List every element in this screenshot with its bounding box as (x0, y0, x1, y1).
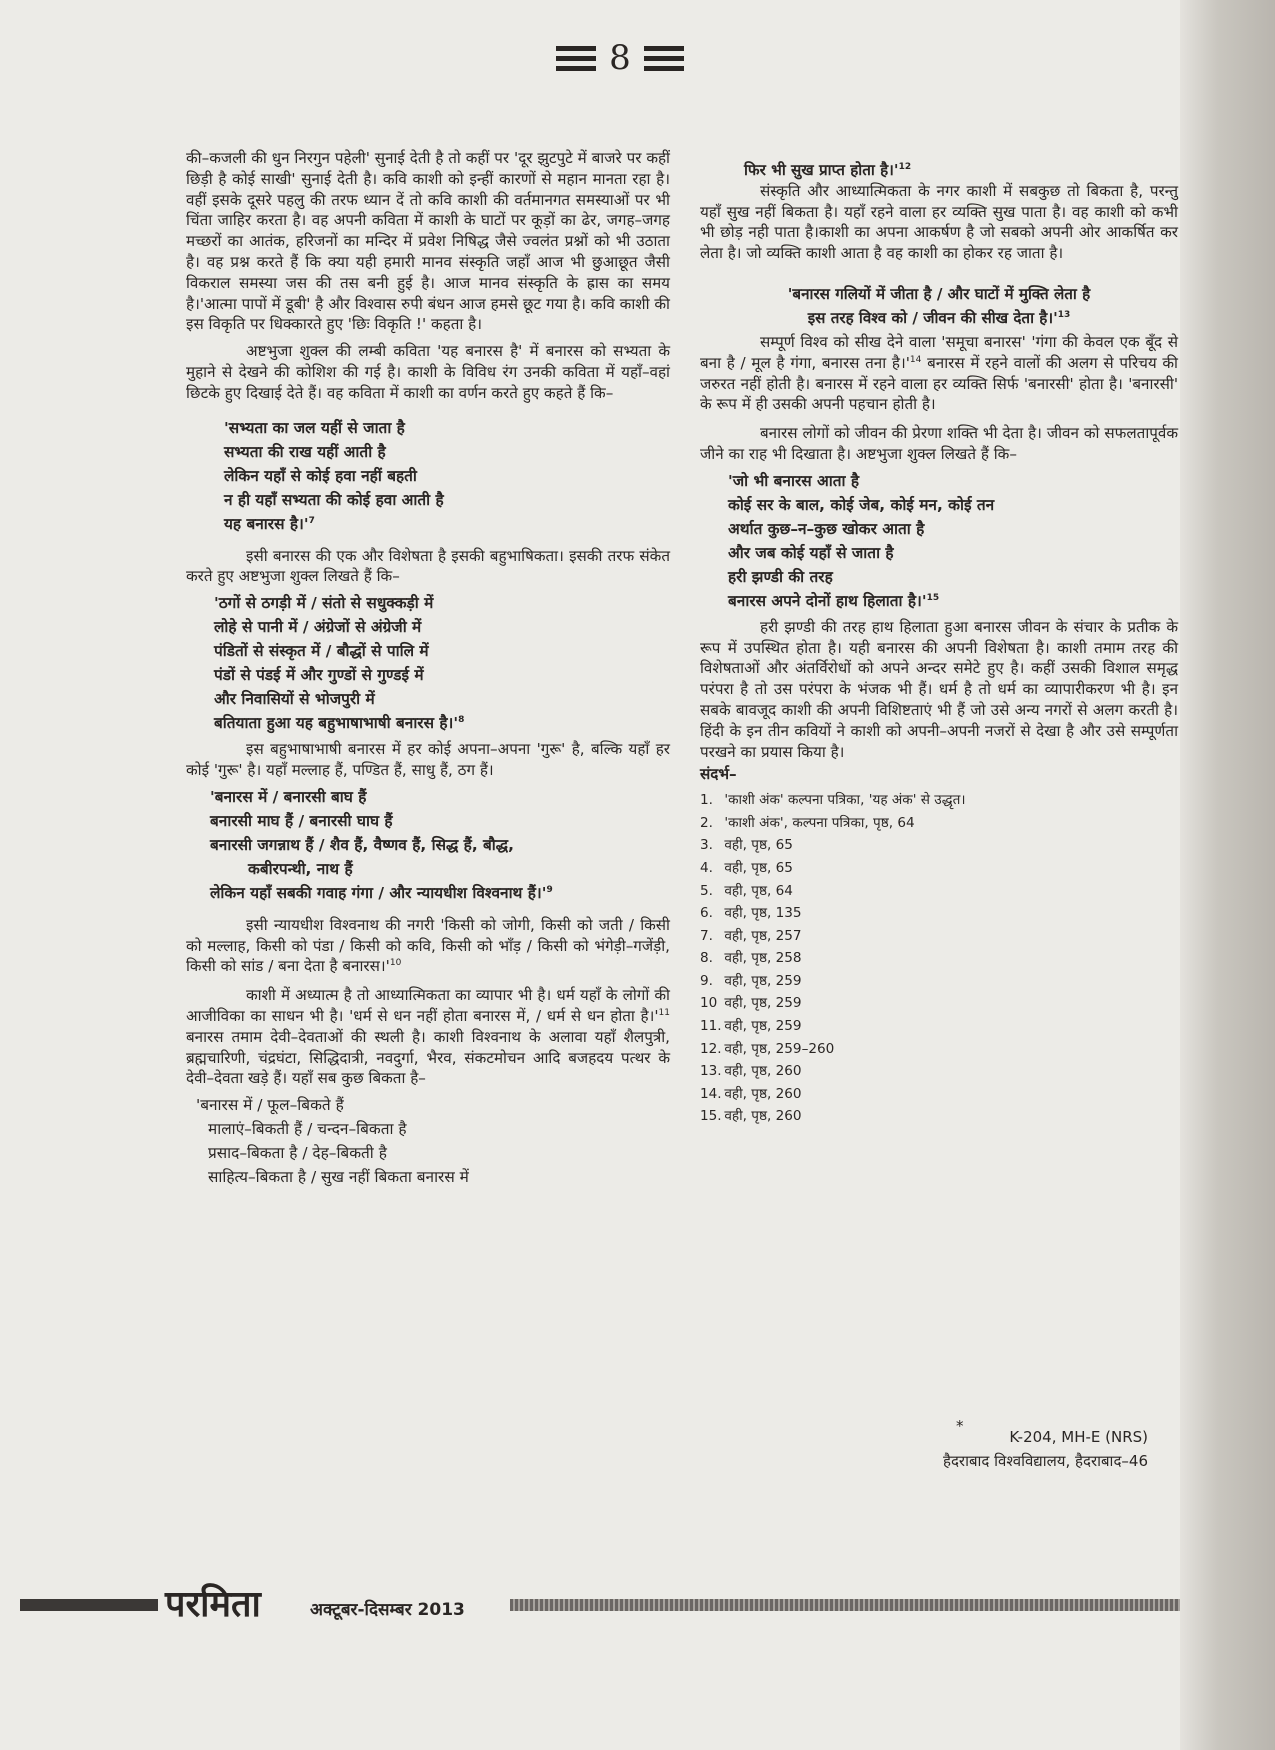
poem-line: बनारसी जगन्नाथ हैं / शैव हैं, वैष्णव हैं, सिद्ध हैं, बौद्ध, (210, 835, 514, 854)
author-line-1: K-204, MH-E (NRS) (1009, 1428, 1148, 1446)
poem-line: लेकिन यहाँ से कोई हवा नहीं बहती (224, 466, 417, 485)
reference-item: 3. वही, पृष्ठ, 65 (700, 837, 793, 854)
poem-line: बनारसी माघ हैं / बनारसी घाघ हैं (210, 811, 393, 830)
poem-line: और जब कोई यहाँ से जाता है (728, 543, 894, 562)
left-column (186, 148, 670, 1193)
poem-line: और निवासियों से भोजपुरी में (214, 690, 375, 709)
footer-band-left (20, 1599, 158, 1611)
poem-line: हरी झण्डी की तरह (728, 567, 833, 586)
quote-banaras-galiyon (700, 282, 1178, 330)
paragraph: संस्कृति और आध्यात्मिकता के नगर काशी में सबकुछ तो बिकता है, परन्तु यहाँ सुख नहीं बिकता है। यहाँ रहने वाला हर व्यक्ति सुख पाता है। वह काशी को कभी भी छोड़ नही पाता है।काशी का अपना आकर्षण है जो सबको अपनी ओर आकर्षित कर लेता है। जो व्यक्ति काशी आता है वह काशी का होकर रह जाता है। (700, 181, 1178, 263)
author-address (848, 1417, 1148, 1473)
paragraph: बनारस लोगों को जीवन की प्रेरणा शक्ति भी देता है। जीवन को सफलतापूर्वक जीने का राह भी दिखाता है। अष्टभुजा शुक्ल लिखते हैं कि– (700, 424, 1178, 463)
page-number-right-ornament (644, 38, 690, 78)
author-star: * (956, 1417, 964, 1435)
references-heading: संदर्भ– (700, 765, 737, 784)
poem-line: न ही यहाँ सभ्यता की कोई हवा आती है (224, 490, 444, 509)
quote-line: इस तरह विश्व को / जीवन की सीख देता $है।'^{13}$ (807, 308, 1071, 327)
footnote-marker: 7 (308, 515, 315, 526)
reference-item: 13. वही, पृष्ठ, 260 (700, 1063, 802, 1080)
reference-item: 10 वही, पृष्ठ, 259 (700, 995, 802, 1012)
poem-banaras-mein (210, 785, 670, 905)
poem-line: 'बनारस में / फूल–बिकते हैं (196, 1096, 344, 1115)
poem-line: बनारस अपने दोनों हाथ हिलाता $है।'^{15}$ (728, 591, 940, 610)
poem-line: अर्थात कुछ–न–कुछ खोकर आता है (728, 519, 925, 538)
poem-line: 'ठगों से ठगड़ी में / संतो से सधुक्कड़ी में (214, 594, 434, 613)
poem-bikta-hai (196, 1093, 670, 1189)
poem-line: साहित्य–बिकता है / सुख नहीं बिकता बनारस में (208, 1168, 469, 1187)
paragraph: इस बहुभाषाभाषी बनारस में हर कोई अपना–अपना 'गुरू' है, बल्कि यहाँ हर कोई 'गुरू' है। यहाँ मल्लाह हैं, पण्डित हैं, साधु हैं, ठग हैं। (186, 740, 670, 779)
poem-line: कोई सर के बाल, कोई जेब, कोई मन, कोई तन (728, 495, 995, 514)
poem-line: कबीरपन्थी, नाथ हैं (248, 859, 353, 878)
footnote-marker: 9 (546, 884, 553, 895)
poem-line: फिर भी सुख प्राप्त होता $है।'^{12}$ (744, 161, 912, 179)
footnote-marker: 8 (458, 715, 465, 726)
reference-item: 14. वही, पृष्ठ, 260 (700, 1085, 802, 1102)
reference-item: 12. वही, पृष्ठ, 259–260 (700, 1040, 835, 1057)
poem-line: लेकिन यहाँ सबकी गवाह गंगा / और न्यायधीश विश्वनाथ $हैं।'^9$ (210, 883, 553, 902)
reference-item: 4. वही, पृष्ठ, 65 (700, 859, 793, 876)
poem-line: पंडितों से संस्कृत में / बौद्धों से पालि में (214, 642, 429, 661)
reference-item: 1. 'काशी अंक' कल्पना पत्रिका, 'यह अंक' से उद्धृत। (700, 792, 966, 809)
page-number-header (0, 38, 1240, 78)
footnote-marker: 13 (1057, 309, 1071, 320)
reference-item: 5. वही, पृष्ठ, 64 (700, 882, 793, 899)
poem-line: 'बनारस में / बनारसी बाघ हैं (210, 787, 367, 806)
poem-yah-banaras (224, 416, 670, 536)
reference-item: 9. वही, पृष्ठ, 259 (700, 972, 802, 989)
magazine-title: परमिता (165, 1584, 261, 1625)
reference-item: 7. वही, पृष्ठ, 257 (700, 927, 802, 944)
paragraph: हरी झण्डी की तरह हाथ हिलाता हुआ बनारस जीवन के संचार के प्रतीक के रूप में उपस्थित होता है। यही बनारस की अपनी विशेषता है। काशी तमाम तरह की विशेषताओं और अंतर्विरोधों को अपने अन्दर समेटे हुए है। कहीं उसकी विशाल समृद्ध परंपरा है तो उस परंपरा के भंजक भी हैं। धर्म है तो धर्म का व्यापारीकरण भी है। इन सबके बावजूद काशी की अपनी विशिष्टताएं भी हैं जो उसे अन्य नगरों से अलग करती है। हिंदी के इन तीन कवियों ने काशी को अपनी–अपनी नजरों से देखा है और उसे सम्पूर्णता परखने का प्रयास किया है। (700, 617, 1178, 761)
quote-line: 'बनारस गलियों में जीता है / और घाटों में मुक्ति लेता है (787, 284, 1091, 303)
reference-item: 6. वही, पृष्ठ, 135 (700, 905, 802, 922)
footnote-marker: 12 (898, 161, 912, 172)
page-footer (20, 1585, 1240, 1629)
footnote-marker: 11 (658, 1007, 670, 1018)
footnote-marker: 14 (909, 354, 922, 365)
poem-line: लोहे से पानी में / अंग्रेजों से अंग्रेजी में (214, 618, 422, 637)
footer-band-right (510, 1599, 1240, 1611)
poem-line: बतियाता हुआ यह बहुभाषाभाषी बनारस $है।'^8$ (214, 714, 465, 733)
paragraph: इसी न्यायधीश विश्वनाथ की नगरी 'किसी को जोगी, किसी को जती / किसी को मल्लाह, किसी को पंडा / किसी को कवि, किसी को भाँड़ / किसी को भंगेड़ी–गजेंड़ी, किसी को सांड / बना देता है $बनारस।'^{10}$ (186, 915, 670, 976)
page-number: 8 (609, 38, 631, 78)
poem-line: यह बनारस $है।'^7$ (224, 514, 315, 533)
poem-jo-bhi-banaras (728, 469, 1178, 613)
poem-line: मालाएं–बिकती हैं / चन्दन–बिकता है (208, 1120, 407, 1139)
reference-item: 8. वही, पृष्ठ, 258 (700, 950, 802, 967)
reference-item: 15. वही, पृष्ठ, 260 (700, 1108, 802, 1125)
poem-line: पंडों से पंडई में और गुण्डों से गुण्डई में (214, 666, 424, 685)
author-line-2: हैदराबाद विश्वविद्यालय, हैदराबाद–46 (943, 1452, 1148, 1470)
right-column (700, 160, 1178, 1128)
reference-item: 11. वही, पृष्ठ, 259 (700, 1018, 802, 1035)
footnote-marker: 15 (926, 592, 940, 603)
poem-line: सभ्यता की राख यहीं आती है (224, 442, 386, 461)
binding-gutter (1180, 0, 1275, 1750)
paragraph: अष्टभुजा शुक्ल की लम्बी कविता 'यह बनारस है' में बनारस को सभ्यता के मुहाने से देखने की कोशिश की गई है। काशी के विविध रंग उनकी कविता में यहाँ–वहां छिटके हुए दिखाई देते हैं। वह कविता में काशी का वर्णन करते हुए कहते हैं कि– (186, 342, 670, 402)
poem-line: 'सभ्यता का जल यहीं से जाता है (224, 418, 405, 437)
poem-multilingual (214, 591, 670, 735)
footnote-marker: 10 (389, 958, 402, 969)
reference-item: 2. 'काशी अंक', कल्पना पत्रिका, पृष्ठ, 64 (700, 814, 915, 831)
page-number-left-ornament (550, 38, 596, 78)
poem-line: 'जो भी बनारस आता है (728, 471, 860, 490)
paragraph: की–कजली की धुन निरगुन पहेली' सुनाई देती है तो कहीं पर 'दूर झुटपुटे में बाजरे पर कहीं छिड़ी है कोई साखी' सुनाई देती है। कवि काशी को इन्हीं कारणों से महान मानता रहा है।वहीं इसके दूसरे पहलु की तरफ ध्यान दें तो कवि काशी की वर्तमानगत समस्याओं पर भी चिंता जाहिर करता है। वह अपनी कविता में काशी के घाटों पर कूड़ों का ढेर, जगह–जगह मच्छरों का आतंक, हरिजनों का मन्दिर में प्रवेश निषिद्ध जैसे ज्वलंत प्रश्नों को भी उठाता है। वह प्रश्न करते हैं कि क्या यही हमारी मानव संस्कृति जहाँ आज भी छुआछूत जैसी विकराल समस्या जस की तस बनी हुई है। आज मानव संस्कृति के ह्रास का समय है।'आत्मा पापों में डूबी' है और विश्वास रुपी बंधन आज हमसे छूट गया है। कवि काशी की इस विकृति पर धिक्कारते हुए 'छिः विकृति !' कहता है। (186, 149, 670, 334)
paragraph: सम्पूर्ण विश्व को सीख देने वाला 'समूचा बनारस' 'गंगा की केवल एक बूँद से बना है / मूल है गंगा, बनारस तना $है।'^{14}$ बनारस में रहने वालों की अलग से परिचय की जरुरत नहीं होती है। बनारस में रहने वाला हर व्यक्ति सिर्फ 'बनारसी' होता है। 'बनारसी' के रूप में ही उसकी अपनी पहचान होती है। (700, 332, 1178, 414)
issue-date: अक्टूबर-दिसम्बर 2013 (310, 1600, 465, 1620)
references-list (700, 789, 1178, 1128)
paragraph: इसी बनारस की एक और विशेषता है इसकी बहुभाषिकता। इसकी तरफ संकेत करते हुए अष्टभुजा शुक्ल लिखते हैं कि– (186, 546, 670, 586)
poem-line: प्रसाद–बिकता है / देह–बिकती है (208, 1144, 387, 1163)
paragraph: काशी में अध्यात्म है तो आध्यात्मिकता का व्यापार भी है। धर्म यहाँ के लोगों की आजीविका का साधन भी है। 'धर्म से धन नहीं होता बनारस में, / धर्म से धन होता $है।'^{11}$ बनारस तमाम देवी–देवताओं की स्थली है। काशी विश्वनाथ के अलावा यहाँ शैलपुत्री, ब्रह्मचारिणी, चंद्रघंटा, सिद्धिदात्री, नवदुर्गा, भैरव, संकटमोचन आदि बजहदय पत्थर के देवी–देवता खड़े हैं। यहाँ सब कुछ बिकता है– (186, 986, 670, 1088)
